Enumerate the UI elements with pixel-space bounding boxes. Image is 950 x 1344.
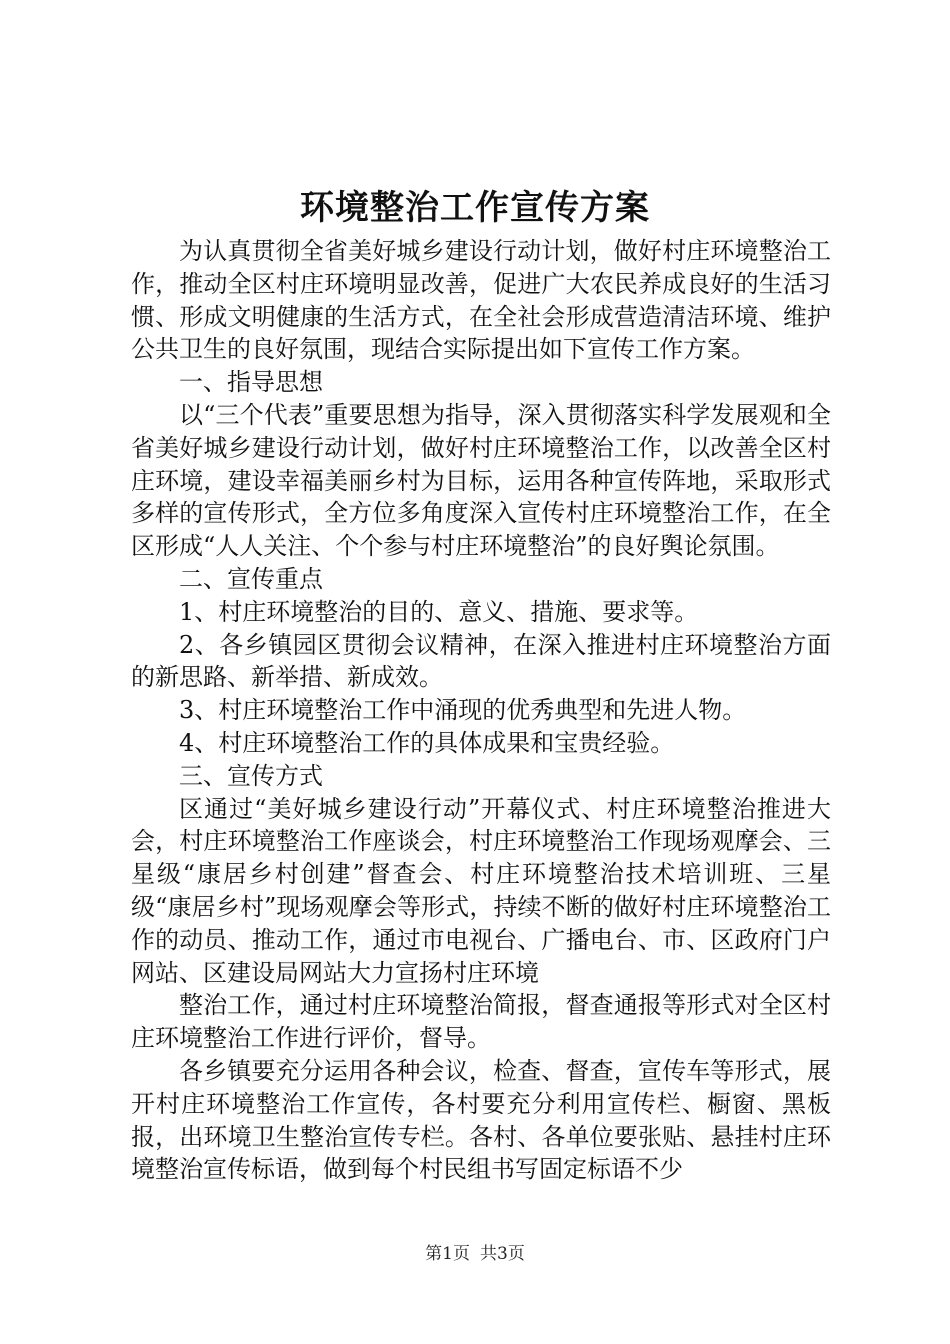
page-footer — [0, 1242, 950, 1266]
paragraph-methods-evaluation: 整治工作，通过村庄环境整治简报，督查通报等形式对全区村庄环境整治工作进行评价，督导。 — [131, 991, 831, 1053]
heading-publicity-methods: 三、宣传方式 — [179, 761, 323, 790]
list-item-focus-4: 4、村庄环境整治工作的具体成果和宝贵经验。 — [179, 728, 675, 757]
heading-guiding-thought: 一、指导思想 — [179, 368, 323, 397]
paragraph-guiding-thought: 以“三个代表”重要思想为指导，深入贯彻落实科学发展观和全省美好城乡建设行动计划，做好村庄环境整治工作，以改善全区村庄环境，建设幸福美丽乡村为目标，运用各种宣传阵地，采取形式多样的宣传形式，全方位多角度深入宣传村庄环境整治工作，在全区形成“人人关注、个个参与村庄环境整治”的良好舆论氛围。 — [131, 400, 831, 561]
page-total: 共3页 — [480, 1244, 525, 1264]
paragraph-methods-townships: 各乡镇要充分运用各种会议，检查、督查，宣传车等形式，展开村庄环境整治工作宣传，各村要充分利用宣传栏、橱窗、黑板报，出环境卫生整治宣传专栏。各村、各单位要张贴、悬挂村庄环境整治宣传标语，做到每个村民组书写固定标语不少 — [131, 1056, 831, 1184]
paragraph-intro: 为认真贯彻全省美好城乡建设行动计划，做好村庄环境整治工作，推动全区村庄环境明显改善，促进广大农民养成良好的生活习惯、形成文明健康的生活方式，在全社会形成营造清洁环境、维护公共卫生的良好氛围，现结合实际提出如下宣传工作方案。 — [131, 237, 831, 364]
list-item-focus-2: 2、各乡镇园区贯彻会议精神，在深入推进村庄环境整治方面的新思路、新举措、新成效。 — [131, 630, 831, 692]
list-item-focus-1: 1、村庄环境整治的目的、意义、措施、要求等。 — [179, 597, 699, 626]
document-body — [131, 235, 831, 1186]
paragraph-methods-district: 区通过“美好城乡建设行动”开幕仪式、村庄环境整治推进大会，村庄环境整治工作座谈会，村庄环境整治工作现场观摩会、三星级“康居乡村创建”督查会、村庄环境整治技术培训班、三星级“康居乡村”现场观摩会等形式，持续不断的做好村庄环境整治工作的动员、推动工作，通过市电视台、广播电台、市、区政府门户网站、区建设局网站大力宣扬村庄环境 — [131, 794, 831, 987]
page-number: 第1页 — [425, 1244, 470, 1264]
heading-publicity-focus: 二、宣传重点 — [179, 564, 323, 593]
list-item-focus-3: 3、村庄环境整治工作中涌现的优秀典型和先进人物。 — [179, 696, 747, 725]
document-title: 环境整治工作宣传方案 — [300, 188, 650, 228]
